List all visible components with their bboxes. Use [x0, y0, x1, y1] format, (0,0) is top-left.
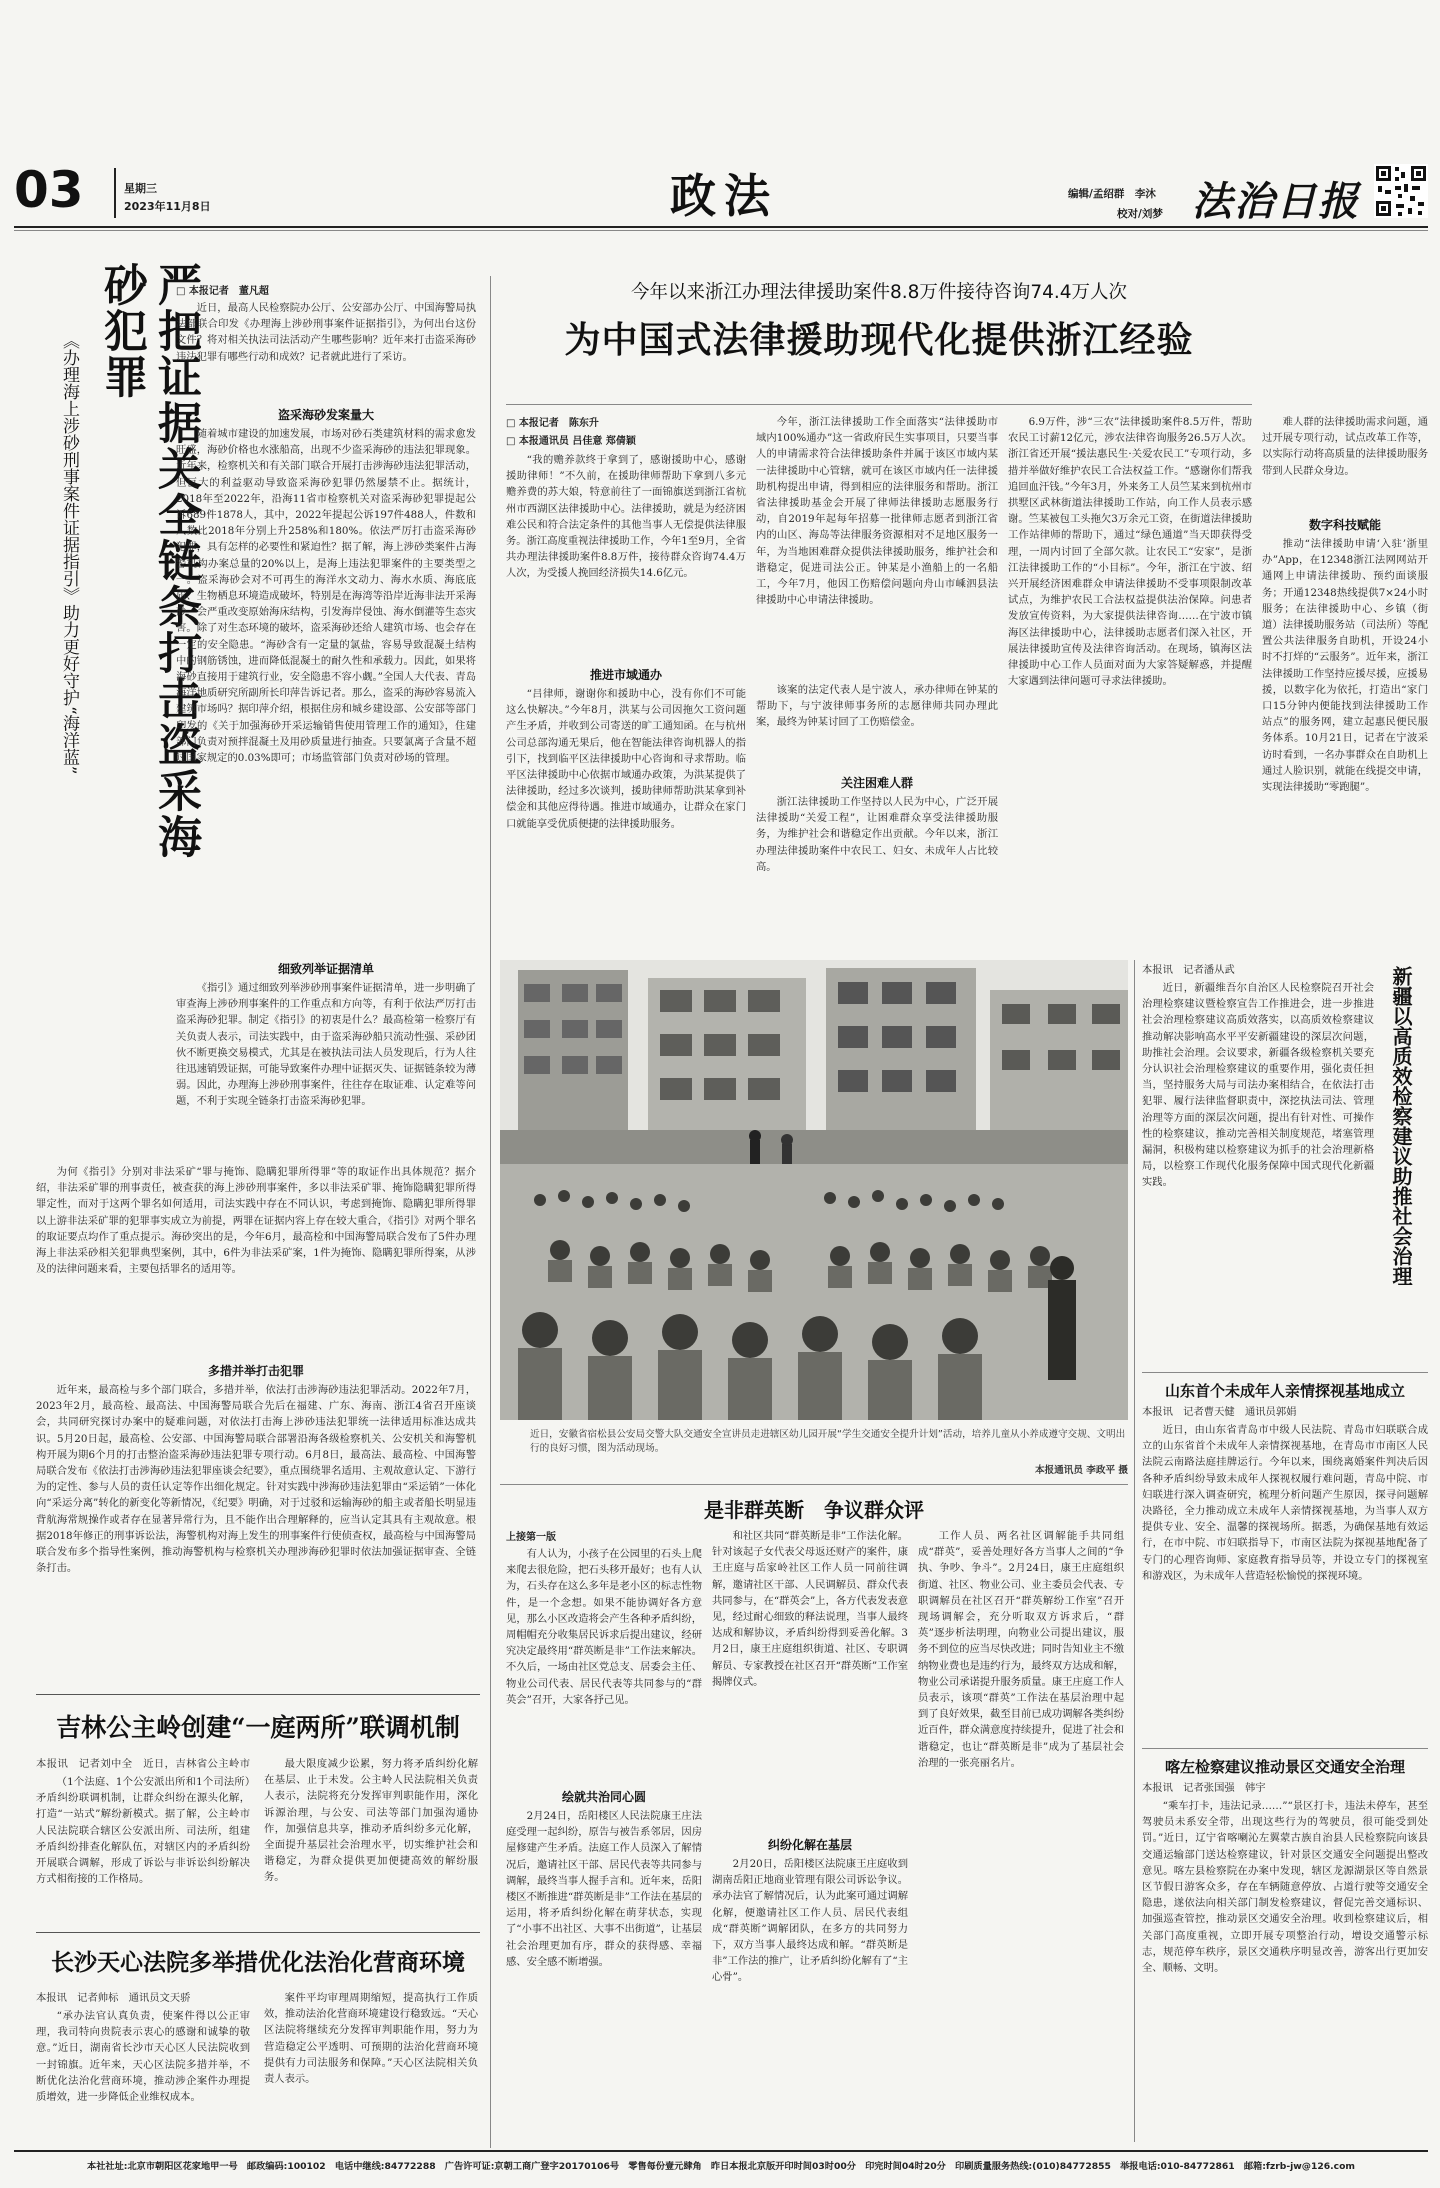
- lead-byline-correspondents: □ 本报通讯员 吕佳意 郑倩颖: [506, 436, 636, 447]
- left-story-subhead-3: 多措并举打击犯罪: [207, 1364, 304, 1378]
- lead-body: 今年，浙江法律援助工作全面落实“法律援助市域内100%通办”这一省政府民生实事项目，只要当事人的申请需求符合法律援助条件并属于该区市域内某一法律援助中心管辖，就可在该区市域内任一法律援助机构提出申请，得到相应的法律服务和帮助。浙江省法律援助基金会开展了律师法律援助志愿服务行动，自2019年起每年招募一批律师志愿者到浙江省内的山区、海岛等法律服务资源相对不足地区服务一年，为当地困难群众提供法律援助服务，维护社会和谐稳定，促进司法公正。钟某是小渔船上的一名船工，今年7月，他因工伤赔偿问题向舟山市嵊泗县法律援助中心申请法律援助。: [756, 416, 998, 607]
- proofreader-credit: 校对/刘梦: [1117, 208, 1163, 220]
- lead-pre-title: 今年以来浙江办理法律援助案件8.8万件接待咨询74.4万人次: [630, 282, 1128, 303]
- feature-continuation: 上接第一版: [506, 1532, 556, 1543]
- left-story-subhead-1: 盗采海砂发案量大: [277, 408, 374, 422]
- left-story-headline: 严把证据关全链条打击盗采海砂犯罪: [96, 262, 201, 860]
- lead-headline: 为中国式法律援助现代化提供浙江经验: [564, 320, 1194, 361]
- news-photo: [500, 960, 1128, 1420]
- feature-body: 工作人员、两名社区调解能手共同组成“群英”，妥善处理好各方当事人之间的“争执、争吵、争斗”。2月24日，康王庄庭组织街道、社区、物业公司、业主委员会代表、专职调解员在社区召开“群英解纷工作室”召开现场调解会，充分听取双方诉求后，“群英”逐步析法明理，向物业公司提出建议，服务不到位的应当尽快改进；同时告知业主不缴纳物业费也是违约行为，最终双方达成和解，物业公司承诺提升服务质量。康王庄庭工作人员表示，该项“群英”工作法在基层治理中起到了良好效果，截至目前已成功调解各类纠纷近百件，群众满意度持续提升，促进了社会和谐稳定，也让“群英断是非”成为了基层社会治理的一张亮丽名片。: [918, 1530, 1124, 1769]
- editor-credit: 编辑/孟绍群 李沐: [1068, 188, 1156, 200]
- lead-body: 该案的法定代表人是宁波人，承办律师在钟某的帮助下，与宁波律师事务所的志愿律师共同办理此案，最终为钟某讨回了工伤赔偿金。: [756, 684, 998, 729]
- lead-subhead-2: 关注困难人群: [840, 776, 913, 790]
- changsha-body: 案件平均审理周期缩短，提高执行工作质效，推动法治化营商环境建设行稳致远。“天心区法院将继续充分发挥审判职能作用，努力为营造稳定公平透明、可预期的法治化营商环境提供有力司法服务和保障。”天心区法院相关负责人表示。: [264, 1992, 478, 2086]
- footer-imprint: 本社社址:北京市朝阳区花家地甲一号 邮政编码:100102 电话中继线:84772288 广告许可证:京朝工商广登字20170106号 零售每份壹元肆角 昨日本报北京版开印时间03时00分 印完时间04时20分 印刷质量服务热线:(010)84772855 举报电话:010-84772861 邮箱:fzrb-jw@126.com: [87, 2161, 1355, 2172]
- left-story-body: 近年来，最高检与多个部门联合，多措并举，依法打击涉海砂违法犯罪活动。2022年7月，2023年2月，最高检、最高法、中国海警局联合先后在福建、广东、海南、浙江4省召开座谈会，共同研究探讨办案中的疑难问题，对依法打击海上涉砂违法犯罪统一法律适用标准达成共识。5月20日起，最高检、公安部、中国海警局联合部署沿海各级检察机关、公安机关和海警机构开展为期6个月的打击整治盗采海砂违法犯罪专项行动。6月8日，最高法、最高检、中国海警局联合发布《依法打击涉海砂违法犯罪座谈会纪要》，重点围绕罪名适用、主观故意认定、下游行为的定性、参与人员的责任认定等作出细化规定。针对实践中涉海砂违法犯罪由“采运销”一体化向“采运分离”转化的新变化等新情况，《纪要》明确，对于过驳和运输海砂的船主或者船长明显违背航海常规操作或者存在显著异常行为，且不能作出合理解释的，应当认定其具有主观故意。根据2018年修正的刑事诉讼法，海警机构对海上发生的刑事案件行使侦查权，最高检与中国海警局联合发布多个指导性案例，推动海警机构与检察机关办理涉海砂犯罪时依法加强证据审查、全链条打击。: [36, 1384, 476, 1575]
- feature-subhead-2: 绘就共治同心圆: [561, 1790, 646, 1804]
- lead-byline-reporter: □ 本报记者 陈东升: [506, 418, 599, 429]
- feature-body: 有人认为，小孩子在公园里的石头上爬来爬去很危险，把石头移开最好；也有人认为，石头存在这么多年是老小区的标志性物件，是一个念想。如果不能协调好各方意见，那么小区改造将会产生各种矛盾纠纷，周帽帽充分收集居民诉求后提出建议，经研究决定最终用“群英断是非”工作法来解决。不久后，一场由社区党总支、居委会主任、物业公司代表、居民代表等共同参与的“群英会”召开，大家各抒己见。: [506, 1548, 702, 1706]
- section-title: 政法: [670, 169, 778, 223]
- qr-code-icon: [1374, 164, 1428, 218]
- left-story-body: 为何《指引》分别对非法采矿“罪与掩饰、隐瞒犯罪所得罪”等的取证作出具体规范？据介绍，非法采矿罪的刑事责任，被查获的海上涉砂刑事案件，多以非法采矿罪、掩饰隐瞒犯罪所得罪定性，而对于这两个罪名如何适用，司法实践中存在不同认识，考虑到掩饰、隐瞒犯罪所得罪以上游非法采矿罪的犯罪事实成立为前提，两罪在证据内容上存在较大重合，《指引》对两个罪名的取证要点均作了重点提示。海砂突出的是，今年6月，最高检和中国海警局联合发布了5件办理海上非法采砂相关犯罪典型案例，其中，6件为非法采矿案，1件为掩饰、隐瞒犯罪所得案，从涉及的法律问题来看，主要包括罪名的适用等。: [36, 1166, 476, 1276]
- lead-body: 推动“法律援助申请‘入驻’浙里办”App，在12348浙江法网网站开通网上申请法律援助、预约面谈服务；开通12348热线提供7×24小时服务；在法律援助中心、乡镇（街道）法律援助服务站（司法所）等配置公共法律服务自助机，开设24小时不打烊的“云服务”。近年来，浙江法律援助工作坚持应援尽援，应援易援，以数字化为依托，打造出“家门口15分钟内便能找到法律援助工作站点”的服务网，建立起惠民便民服务体系。10月21日，记者在宁波采访时看到，一名办事群众在自助机上通过人脸识别，就能在线提交申请，实现法律援助“零跑腿”。: [1262, 538, 1428, 794]
- kashi-byline: 本报讯 记者张国强 韩宇: [1142, 1782, 1266, 1794]
- lead-subhead-1: 推进市域通办: [589, 668, 662, 682]
- page-number: 03: [14, 161, 84, 219]
- changsha-headline: 长沙天心法院多举措优化法治化营商环境: [51, 1949, 465, 1976]
- left-story-body: 随着城市建设的加速发展，市场对砂石类建筑材料的需求愈发旺盛，海砂价格也水涨船高，出现不少盗采海砂的违法犯罪现象。近年来，检察机关和有关部门联合开展打击涉海砂违法犯罪活动，但巨大的利益驱动导致盗采海砂犯罪仍然屡禁不止。据统计，2018年至2022年，沿海11省市检察机关对盗采海砂犯罪提起公诉689件1878人，其中，2022年提起公诉197件488人，件数和人数比2018年分别上升258%和180%。依法严厉打击盗采海砂犯罪，具有怎样的必要性和紧迫性？据了解，海上涉砂类案件占海警机构办案总量的20%以上，是海上违法犯罪案件的主要类型之一。盗采海砂会对不可再生的海洋水文动力、海水水质、海底底质、生物栖息环境造成破坏，特别是在海湾等沿岸近海非法开采海砂，会严重改变原始海床结构，引发海岸侵蚀、海水倒灌等生态灾害。除了对生态环境的破坏，盗采海砂还给人建筑市场、也会存在一定的安全隐患。“海砂含有一定量的氯盐，容易导致混凝土结构中的钢筋锈蚀，进而降低混凝土的耐久性和承载力。因此，如果将海砂直接用于建筑行业，安全隐患不容小觑。”全国人大代表、青岛海洋地质研究所副所长印萍告诉记者。那么，盗采的海砂容易流入建筑市场吗？据印萍介绍，根据住房和城乡建设部、公安部等部门印发的《关于加强海砂开采运输销售使用管理工作的通知》，住建部门负责对预拌混凝土及用砂质量进行抽查。只要氯离子含量不超过国家规定的0.03%即可；市场监管部门负责对砂场的管理。: [176, 428, 476, 765]
- feature-headline: 是非群英断 争议群众评: [704, 1498, 924, 1522]
- feature-body: 2月20日，岳阳楼区法院康王庄庭收到湖南岳阳正地商业管理有限公司诉讼争议。承办法官了解情况后，认为此案可通过调解化解，便邀请社区工作人员、居民代表组成“群英断”调解团队，在多方的共同努力下，双方当事人最终达成和解。“群英断是非”工作法的推广，让矛盾纠纷化解有了“主心骨”。: [712, 1858, 908, 1984]
- xinjiang-body: 近日，新疆维吾尔自治区人民检察院召开社会治理检察建议暨检察宣告工作推进会，进一步推进社会治理检察建议高质效落实，以高质效检察建议推动解决影响高水平平安新疆建设的深层次问题，助推社会治理。会议要求，新疆各级检察机关要充分认识社会治理检察建议的重要作用，强化责任担当，坚持服务大局与司法办案相结合，在依法打击犯罪、履行法律监督职责中，深挖执法司法、管理治理等方面的深层次问题，提出有针对性、可操作性的检察建议，推动完善相关制度规范，堵塞管理漏洞，积极构建以检察建议为抓手的社会治理新格局，以检察工作现代化服务保障中国式现代化新疆实践。: [1142, 982, 1374, 1189]
- changsha-byline: 本报讯 记者帅标 通讯员文天骄: [36, 1992, 191, 2004]
- lead-body: 难人群的法律援助需求问题，通过开展专项行动，试点改革工作等，以实际行动将高质量的法律援助服务带到人民群众身边。: [1262, 416, 1428, 477]
- xinjiang-byline: 本报讯 记者潘从武: [1142, 964, 1235, 976]
- left-story-byline: □ 本报记者 董凡超: [176, 286, 269, 297]
- lead-body: “吕律师，谢谢你和援助中心，没有你们不可能这么快解决。”今年8月，洪某与公司因拖欠工资问题产生矛盾，并收到公司寄送的旷工通知函。在与杭州公司总部沟通无果后，他在智能法律咨询机器人的指引下，找到临平区法律援助中心咨询和寻求帮助。临平区法律援助中心依据市域通办政策，为洪某提供了法律援助，经过多次谈判，援助律师帮助洪某拿到补偿金和其他应得待遇。推进市域通办，让群众在家门口就能享受优质便捷的法律援助服务。: [506, 688, 746, 830]
- weekday: 星期三: [124, 182, 157, 195]
- photo-caption: 近日，安徽省宿松县公安局交警大队交通安全宣讲员走进辖区幼儿园开展“学生交通安全提升计划”活动，培养儿童从小养成遵守交规、文明出行的良好习惯，图为活动现场。: [530, 1429, 1126, 1454]
- feature-body: 2月24日，岳阳楼区人民法院康王庄法庭受理一起纠纷，原告与被告系邻居，因房屋修建产生矛盾。法庭工作人员深入了解情况后，邀请社区干部、居民代表等共同参与调解，最终当事人握手言和。近年来，岳阳楼区不断推进“群英断是非”工作法在基层的运用，将矛盾纠纷化解在萌芽状态，实现了“小事不出社区、大事不出街道”，让基层社会治理更加有序，群众的获得感、幸福感、安全感不断增强。: [506, 1810, 702, 1968]
- left-story-body: 《指引》通过细致列举涉砂刑事案件证据清单，进一步明确了审查海上涉砂刑事案件的工作重点和方向等，有利于依法严厉打击盗采海砂犯罪。制定《指引》的初衷是什么？最高检第一检察厅有关负责人表示，司法实践中，由于盗采海砂船只流动性强、采砂团伙不断更换交易模式，尤其是在被执法司法人员发现后，行为人往往迅速销毁证据，可能导致案件办理中证据灭失、证据链条较为薄弱。因此，办理海上涉砂刑事案件，往往存在取证难、认定难等问题，不利于实现全链条打击盗采海砂犯罪。: [176, 982, 476, 1108]
- kashi-headline: 喀左检察建议推动景区交通安全治理: [1164, 1758, 1405, 1776]
- shandong-headline: 山东首个未成年人亲情探视基地成立: [1164, 1382, 1405, 1400]
- xinjiang-headline: 新疆以高质效检察建议助推社会治理: [1389, 966, 1413, 1286]
- changsha-body: “承办法官认真负责，使案件得以公正审理，我司特向贵院表示衷心的感谢和诚挚的敬意。”近日，湖南省长沙市天心区人民法院收到一封锦旗。近年来，天心区法院多措并举，不断优化法治化营商环境，推动涉企案件办理提质增效，进一步降低企业维权成本。: [36, 2010, 250, 2104]
- lead-body: 6.9万件，涉“三农”法律援助案件8.5万件，帮助农民工讨薪12亿元，涉农法律咨询服务26.5万人次。浙江省还开展“援法惠民生·关爱农民工”专项行动，多措并举做好维护农民工合法权益工作。“感谢你们帮我追回血汗钱。”今年3月，外来务工人员竺某来到杭州市拱墅区武林街道法律援助工作站，向工作人员表示感谢。竺某被包工头拖欠3万余元工资，在街道法律援助工作站律师的帮助下，通过“绿色通道”当天即获得受理，一周内讨回了全部欠款。让农民工“安家”，是浙江法律援助工作的“小目标”。今年，浙江在宁波、绍兴开展经济困难群众申请法律援助不受事项限制改革试点，为维护农民工合法权益提供法治保障。问患者发放宣传资料，为大家提供法律咨询……在宁波市镇海区法律援助中心，法律援助志愿者们深入社区，开展法律援助宣传及法律咨询活动。在现场，镇海区法律援助中心工作人员面对面为大家答疑解惑，并提醒大家遇到法律问题可寻求法律援助。: [1008, 416, 1252, 688]
- jilin-byline: 本报讯 记者刘中全 近日，吉林省公主岭市: [36, 1758, 250, 1770]
- jilin-headline: 吉林公主岭创建“一庭两所”联调机制: [56, 1713, 460, 1742]
- left-story-subhead-2: 细致列举证据清单: [277, 962, 374, 976]
- left-story-subheadline: 《办理海上涉砂刑事案件证据指引》助力更好守护“海洋蓝”: [59, 332, 79, 775]
- feature-body: 和社区共同“群英断是非”工作法化解。针对该起子女代表父母返还财产的案件，康王庄庭与岳家岭社区工作人员一同前往调解，邀请社区干部、人民调解员、群众代表共同参与，在“群英会”上，各方代表发表意见，经过耐心细致的释法说理，当事人最终达成和解协议，矛盾纠纷得到妥善化解。3月2日，康王庄庭组织街道、社区、专职调解员、专家教授在社区召开“群英断”工作室揭牌仪式。: [712, 1530, 908, 1688]
- shandong-body: 近日，由山东省青岛市中级人民法院、青岛市妇联联合成立的山东省首个未成年人亲情探视基地，在青岛市市南区人民法院云南路法庭挂牌运行。今年以来，围绕离婚案件判决后因各种矛盾纠纷导致未成年人探视权履行难问题，青岛中院、市妇联进行深入调查研究，梳理分析问题产生原因，探寻问题解决路径，全力推动成立未成年人亲情探视基地，为当事人双方提供专业、安全、温馨的探视场所。据悉，为确保基地有效运行，在市中院、市妇联指导下，市南区法院为探视基地配备了专门的心理咨询师、家庭教育指导员等，并设立专门的探视室和游戏区，为未成年人营造轻松愉悦的探视环境。: [1142, 1424, 1428, 1582]
- kashi-body: “乘车打卡，违法记录……”“景区打卡，违法未停车，甚至驾驶员未系安全带，出现这些行为的驾驶员，很可能受到处罚。”近日，辽宁省喀喇沁左翼蒙古族自治县人民检察院向该县交通运输部门送达检察建议，针对景区交通安全问题提出整改意见。喀左县检察院在办案中发现，辖区龙源湖景区等自然景区节假日游客众多，存在车辆随意停放、占道行驶等交通安全隐患，遂依法向相关部门制发检察建议，督促完善交通标识、加强巡查管控，推动景区交通安全治理。收到检察建议后，相关部门高度重视，立即开展专项整治行动，增设交通警示标志，规范停车秩序，景区交通秩序明显改善，游客出行更加安全、顺畅、文明。: [1142, 1800, 1428, 1975]
- left-story-body: 近日，最高人民检察院办公厅、公安部办公厅、中国海警局执法部联合印发《办理海上涉砂刑事案件证据指引》，为何出台这份文件？将对相关执法司法活动产生哪些影响？近年来打击盗采海砂违法犯罪有哪些行动和成效？记者就此进行了采访。: [176, 302, 476, 363]
- jilin-body: 最大限度减少讼累，努力将矛盾纠纷化解在基层、止于未发。公主岭人民法院相关负责人表示，法院将充分发挥审判职能作用，深化诉源治理，与公安、司法等部门加强沟通协作，加强信息共享，推动矛盾纠纷多元化解，全面提升基层社会治理水平，切实维护社会和谐稳定，为群众提供更加便捷高效的解纷服务。: [264, 1758, 478, 1884]
- lead-body: 浙江法律援助工作坚持以人民为中心，广泛开展法律援助“关爱工程”，让困难群众享受法律援助服务，为维护社会和谐稳定作出贡献。今年以来，浙江办理法律援助案件中农民工、妇女、未成年人占比较高。: [756, 796, 998, 873]
- issue-date: 2023年11月8日: [124, 200, 211, 213]
- feature-subhead-1: 纠纷化解在基层: [767, 1838, 852, 1852]
- lead-subhead-3: 数字科技赋能: [1308, 518, 1381, 532]
- lead-body: “我的赡养款终于拿到了，感谢援助中心，感谢援助律师！”不久前，在援助律师帮助下拿到八多元赡养费的苏大娘，特意前往了一面锦旗送到浙江省杭州市西湖区法律援助中心。法律援助，就是为经济困难公民和符合法定条件的其他当事人无偿提供法律服务。浙江高度重视法律援助工作，今年1至9月，全省共办理法律援助案件8.8万件，接待群众咨询74.4万人次，为受援人挽回经济损失14.6亿元。: [506, 454, 746, 580]
- shandong-byline: 本报讯 记者曹天健 通讯员郭娟: [1142, 1406, 1297, 1418]
- photo-credit: 本报通讯员 李政平 摄: [1034, 1465, 1128, 1476]
- masthead-logo: 法治日报: [1192, 178, 1360, 225]
- jilin-body: （1个法庭、1个公安派出所和1个司法所）矛盾纠纷联调机制，让群众纠纷在源头化解，打造“一站式”解纷新模式。据了解，公主岭市人民法院联合辖区公安派出所、司法所，组建矛盾纠纷排查化解队伍，对辖区内的矛盾纠纷开展联合调解，形成了诉讼与非诉讼纠纷解决方式相衔接的工作格局。: [36, 1776, 250, 1886]
